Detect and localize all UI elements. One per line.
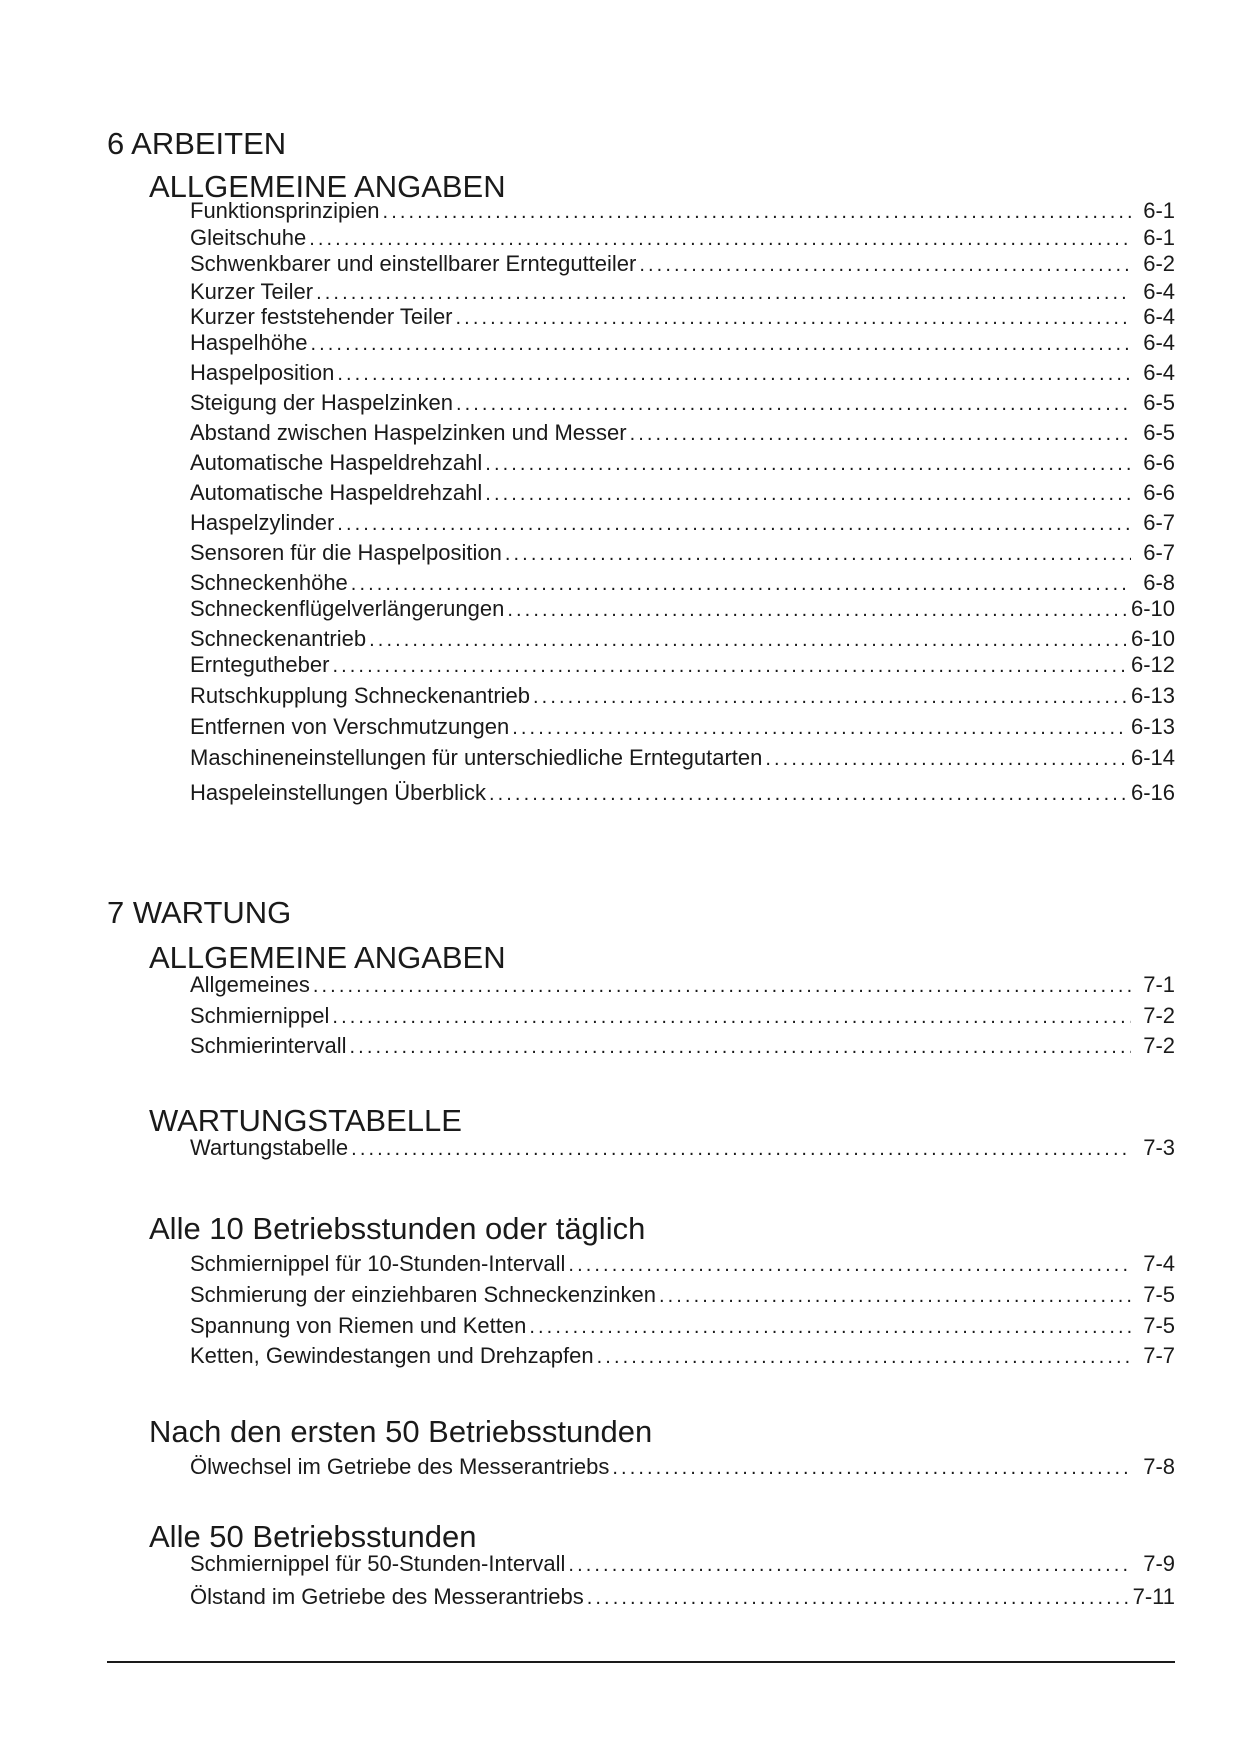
toc-entry-text: Schmierung der einziehbaren Schneckenzinken (190, 1282, 656, 1307)
toc-entry-text: Funktionsprinzipien (190, 198, 380, 223)
toc-entry[interactable] (190, 745, 1175, 771)
toc-entry-page: 6-4 (1143, 304, 1175, 329)
leader-dots (369, 627, 1127, 653)
toc-entry-text: Schmierintervall (190, 1033, 347, 1058)
toc-entry-text: Rutschkupplung Schneckenantrieb (190, 683, 531, 708)
toc-entry-text: Abstand zwischen Haspelzinken und Messer (190, 420, 627, 445)
toc-entry[interactable] (190, 1251, 1175, 1277)
toc-entry-page: 6-1 (1143, 225, 1175, 250)
leader-dots (485, 451, 1131, 477)
leader-dots (383, 199, 1131, 225)
toc-entry-page: 6-8 (1143, 570, 1175, 595)
section-title: Alle 10 Betriebsstunden oder täglich (149, 1211, 646, 1246)
leader-dots (456, 305, 1131, 331)
toc-entry-page: 6-16 (1130, 780, 1175, 805)
toc-entry[interactable] (190, 652, 1175, 678)
leader-dots (597, 1344, 1131, 1370)
section-title: WARTUNGSTABELLE (149, 1103, 462, 1138)
toc-entry-page: 6-5 (1143, 390, 1175, 415)
toc-entry[interactable] (190, 1584, 1175, 1610)
toc-entry-page: 7-2 (1143, 1003, 1175, 1028)
toc-entry-page: 6-2 (1143, 251, 1175, 276)
toc-entry-text: Schneckenantrieb (190, 626, 367, 651)
toc-entry-text: Ölwechsel im Getriebe des Messerantriebs (190, 1454, 610, 1479)
toc-entry[interactable] (190, 683, 1175, 709)
toc-entry-page: 6-7 (1143, 510, 1175, 535)
toc-entry-text: Ölstand im Getriebe des Messerantriebs (190, 1584, 584, 1609)
toc-entry-text: Haspelposition (190, 360, 335, 385)
toc-entry-text: Schneckenhöhe (190, 570, 348, 595)
toc-entry[interactable] (190, 540, 1175, 566)
toc-entry[interactable] (190, 360, 1175, 386)
leader-dots (316, 280, 1131, 306)
toc-entry[interactable] (190, 304, 1175, 330)
toc-entry-text: Schwenkbarer und einstellbarer Erntegutteiler (190, 251, 637, 276)
leader-dots (639, 252, 1131, 278)
toc-entry[interactable] (190, 1135, 1175, 1161)
footer-rule (107, 1661, 1175, 1663)
toc-entry-page: 7-9 (1143, 1551, 1175, 1576)
toc-entry-page: 6-7 (1143, 540, 1175, 565)
leader-dots (568, 1252, 1131, 1278)
chapter-title: 6 ARBEITEN (107, 126, 287, 161)
leader-dots (659, 1283, 1131, 1309)
toc-entry[interactable] (190, 1003, 1175, 1029)
toc-entry-text: Entfernen von Verschmutzungen (190, 714, 510, 739)
toc-entry[interactable] (190, 1313, 1175, 1339)
leader-dots (612, 1455, 1131, 1481)
toc-entry-page: 7-5 (1143, 1282, 1175, 1307)
toc-entry-text: Kurzer feststehender Teiler (190, 304, 453, 329)
toc-entry[interactable] (190, 1454, 1175, 1480)
toc-entry-text: Haspelhöhe (190, 330, 308, 355)
toc-entry-page: 6-4 (1143, 330, 1175, 355)
leader-dots (507, 597, 1127, 623)
chapter-title: 7 WARTUNG (107, 895, 292, 930)
toc-entry[interactable] (190, 330, 1175, 356)
toc-entry-page: 6-13 (1130, 683, 1175, 708)
toc-entry-text: Haspelzylinder (190, 510, 335, 535)
section-title: Nach den ersten 50 Betriebsstunden (149, 1414, 653, 1449)
toc-entry[interactable] (190, 1551, 1175, 1577)
toc-entry-text: Schmiernippel für 10-Stunden-Intervall (190, 1251, 566, 1276)
toc-entry[interactable] (190, 780, 1175, 806)
leader-dots (512, 715, 1127, 741)
toc-entry-text: Kurzer Teiler (190, 279, 314, 304)
leader-dots (310, 331, 1131, 357)
toc-entry-page: 7-5 (1143, 1313, 1175, 1338)
toc-entry[interactable] (190, 596, 1175, 622)
toc-entry[interactable] (190, 510, 1175, 536)
leader-dots (485, 481, 1131, 507)
toc-entry[interactable] (190, 450, 1175, 476)
leader-dots (313, 973, 1131, 999)
toc-entry[interactable] (190, 480, 1175, 506)
toc-entry-page: 6-4 (1143, 360, 1175, 385)
leader-dots (351, 571, 1131, 597)
toc-entry-text: Sensoren für die Haspelposition (190, 540, 502, 565)
leader-dots (350, 1034, 1132, 1060)
toc-entry[interactable] (190, 570, 1175, 596)
leader-dots (456, 391, 1131, 417)
leader-dots (765, 746, 1127, 772)
toc-entry-text: Erntegutheber (190, 652, 330, 677)
toc-entry-text: Allgemeines (190, 972, 310, 997)
leader-dots (337, 511, 1131, 537)
toc-entry-text: Schneckenflügelverlängerungen (190, 596, 505, 621)
toc-entry-page: 6-10 (1130, 626, 1175, 651)
toc-entry-text: Automatische Haspeldrehzahl (190, 480, 483, 505)
toc-entry[interactable] (190, 972, 1175, 998)
leader-dots (568, 1552, 1131, 1578)
leader-dots (533, 684, 1127, 710)
toc-entry-text: Ketten, Gewindestangen und Drehzapfen (190, 1343, 594, 1368)
toc-entry-page: 6-13 (1130, 714, 1175, 739)
toc-entry[interactable] (190, 279, 1175, 305)
section-title: ALLGEMEINE ANGABEN (149, 940, 506, 975)
toc-entry-page: 7-3 (1143, 1135, 1175, 1160)
section-title: Alle 50 Betriebsstunden (149, 1519, 477, 1554)
toc-entry-text: Wartungstabelle (190, 1135, 349, 1160)
leader-dots (630, 421, 1131, 447)
toc-entry[interactable] (190, 198, 1175, 224)
leader-dots (337, 361, 1131, 387)
leader-dots (529, 1314, 1131, 1340)
toc-entry-text: Gleitschuhe (190, 225, 307, 250)
toc-entry-page: 7-11 (1132, 1584, 1175, 1609)
toc-entry-page: 6-5 (1143, 420, 1175, 445)
toc-entry-text: Schmiernippel für 50-Stunden-Intervall (190, 1551, 566, 1576)
toc-entry[interactable] (190, 251, 1175, 277)
toc-entry-page: 6-1 (1143, 198, 1175, 223)
toc-entry-page: 7-1 (1143, 972, 1175, 997)
toc-entry-text: Spannung von Riemen und Ketten (190, 1313, 527, 1338)
section-title: ALLGEMEINE ANGABEN (149, 169, 506, 204)
leader-dots (332, 653, 1127, 679)
toc-entry[interactable] (190, 420, 1175, 446)
toc-entry[interactable] (190, 626, 1175, 652)
toc-entry[interactable] (190, 1282, 1175, 1308)
toc-entry-page: 7-4 (1143, 1251, 1175, 1276)
toc-entry-page: 6-6 (1143, 480, 1175, 505)
toc-entry-page: 7-7 (1143, 1343, 1175, 1368)
toc-entry-text: Steigung der Haspelzinken (190, 390, 453, 415)
toc-entry-text: Haspeleinstellungen Überblick (190, 780, 486, 805)
toc-entry-text: Automatische Haspeldrehzahl (190, 450, 483, 475)
leader-dots (587, 1585, 1129, 1611)
toc-entry[interactable] (190, 1033, 1175, 1059)
toc-entry-page: 6-4 (1143, 279, 1175, 304)
leader-dots (505, 541, 1131, 567)
leader-dots (332, 1004, 1131, 1030)
toc-entry[interactable] (190, 714, 1175, 740)
toc-entry-page: 6-12 (1130, 652, 1175, 677)
toc-entry-text: Maschineneinstellungen für unterschiedliche Erntegutarten (190, 745, 763, 770)
leader-dots (351, 1136, 1131, 1162)
toc-entry-page: 6-6 (1143, 450, 1175, 475)
leader-dots (489, 781, 1127, 807)
toc-entry-page: 7-8 (1143, 1454, 1175, 1479)
toc-entry-text: Schmiernippel (190, 1003, 330, 1028)
toc-entry[interactable] (190, 225, 1175, 251)
toc-entry[interactable] (190, 1343, 1175, 1369)
leader-dots (309, 226, 1131, 252)
toc-entry-page: 6-14 (1130, 745, 1175, 770)
toc-entry-page: 6-10 (1130, 596, 1175, 621)
toc-entry[interactable] (190, 390, 1175, 416)
toc-entry-page: 7-2 (1143, 1033, 1175, 1058)
